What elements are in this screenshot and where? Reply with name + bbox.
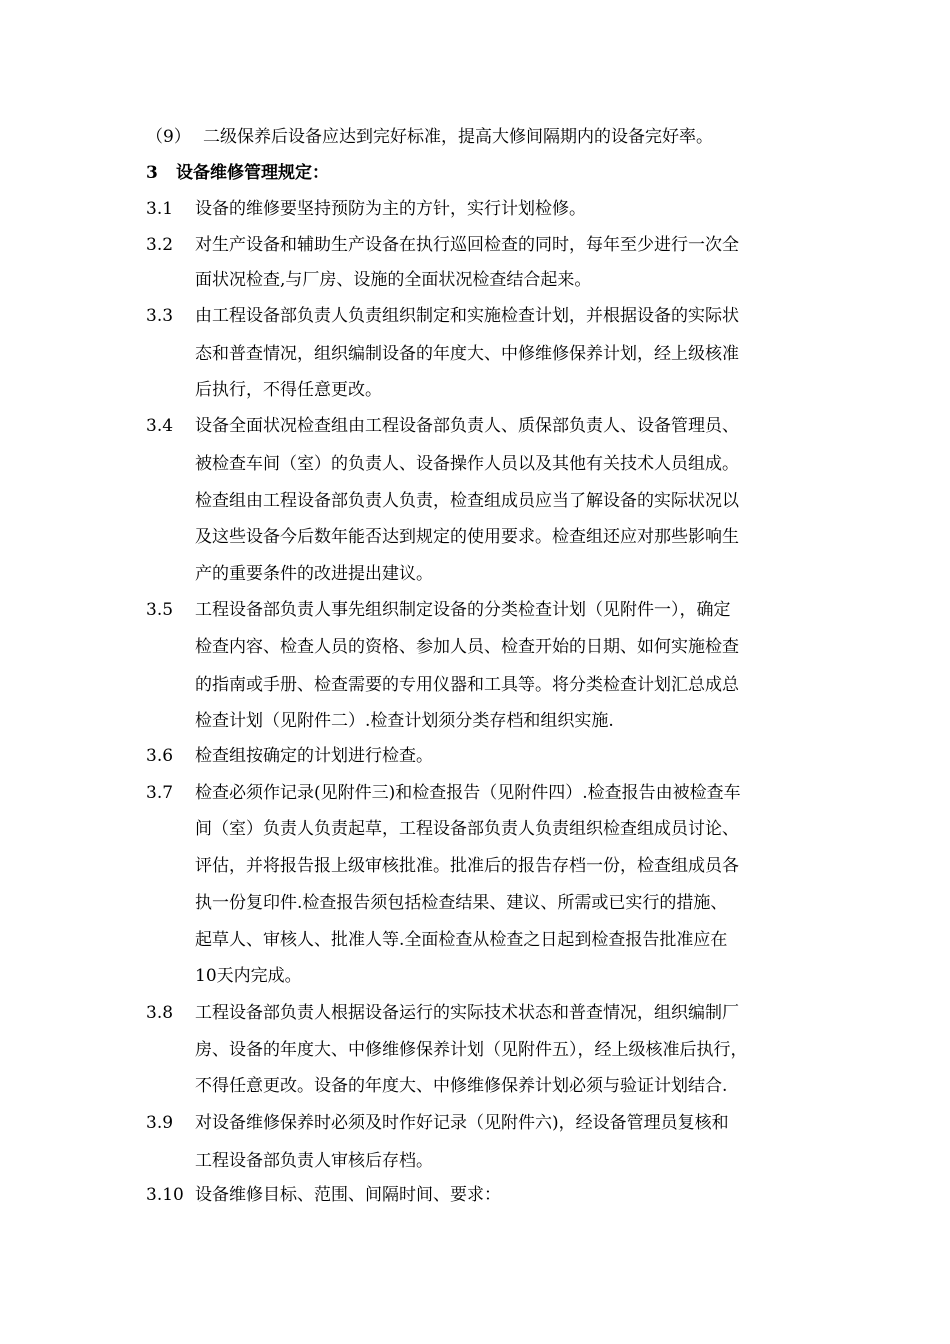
clause-text-line: 不得任意更改。设备的年度大、中修维修保养计划必须与验证计划结合.	[195, 1076, 728, 1096]
clause-text-line: 检查组由工程设备部负责人负责，检查组成员应当了解设备的实际状况以	[195, 491, 739, 511]
section-heading-title: 设备维修管理规定：	[176, 163, 329, 183]
clause-text-line: 间（室）负责人负责起草，工程设备部负责人负责组织检查组成员讨论、	[195, 819, 739, 839]
clause-text-line: 设备的维修要坚持预防为主的方针，实行计划检修。	[195, 199, 586, 219]
clause-number: 3.10	[146, 1185, 184, 1205]
clause-text-line: 执一份复印件.检查报告须包括检查结果、建议、所需或已实行的措施、	[195, 893, 728, 913]
clause-text-line: 10天内完成。	[195, 966, 302, 986]
clause-text-line: 产的重要条件的改进提出建议。	[195, 564, 433, 584]
clause-number: 3.2	[146, 235, 174, 255]
clause-text-line: 对生产设备和辅助生产设备在执行巡回检查的同时，每年至少进行一次全	[195, 235, 739, 255]
clause-text-line: 房、设备的年度大、中修维修保养计划（见附件五），经上级核准后执行，	[195, 1040, 748, 1060]
clause-text-line: 检查组按确定的计划进行检查。	[195, 746, 433, 766]
intro-text: 二级保养后设备应达到完好标准，提高大修间隔期内的设备完好率。	[203, 127, 713, 147]
clause-number: 3.9	[146, 1113, 174, 1133]
clause-text-line: 面状况检查,与厂房、设施的全面状况检查结合起来。	[195, 270, 592, 290]
clause-text-line: 评估，并将报告报上级审核批准。批准后的报告存档一份，检查组成员各	[195, 856, 739, 876]
clause-text-line: 起草人、审核人、批准人等.全面检查从检查之日起到检查报告批准应在	[195, 930, 728, 950]
clause-text-line: 工程设备部负责人根据设备运行的实际技术状态和普查情况，组织编制厂	[195, 1003, 739, 1023]
clause-text-line: 工程设备部负责人审核后存档。	[195, 1151, 433, 1171]
clause-number: 3.5	[146, 600, 174, 620]
clause-text-line: 对设备维修保养时必须及时作好记录（见附件六)，经设备管理员复核和	[195, 1113, 729, 1133]
intro-number: （9）	[146, 127, 191, 147]
clause-text-line: 设备全面状况检查组由工程设备部负责人、质保部负责人、设备管理员、	[195, 416, 739, 436]
section-heading-number: 3	[146, 163, 158, 183]
clause-text-line: 检查内容、检查人员的资格、参加人员、检查开始的日期、如何实施检查	[195, 637, 739, 657]
clause-number: 3.7	[146, 783, 174, 803]
clause-text-line: 工程设备部负责人事先组织制定设备的分类检查计划（见附件一），确定	[195, 600, 731, 620]
clause-number: 3.4	[146, 416, 174, 436]
clause-text-line: 设备维修目标、范围、间隔时间、要求：	[195, 1185, 501, 1205]
clause-text-line: 后执行，不得任意更改。	[195, 380, 382, 400]
clause-text-line: 的指南或手册、检查需要的专用仪器和工具等。将分类检查计划汇总成总	[195, 675, 739, 695]
clause-text-line: 检查计划（见附件二）.检查计划须分类存档和组织实施.	[195, 711, 614, 731]
clause-text-line: 态和普查情况，组织编制设备的年度大、中修维修保养计划，经上级核准	[195, 344, 739, 364]
clause-text-line: 被检查车间（室）的负责人、设备操作人员以及其他有关技术人员组成。	[195, 454, 739, 474]
clause-number: 3.6	[146, 746, 174, 766]
clause-number: 3.1	[146, 199, 174, 219]
clause-number: 3.3	[146, 306, 174, 326]
clause-number: 3.8	[146, 1003, 174, 1023]
clause-text-line: 及这些设备今后数年能否达到规定的使用要求。检查组还应对那些影响生	[195, 527, 739, 547]
clause-text-line: 由工程设备部负责人负责组织制定和实施检查计划，并根据设备的实际状	[195, 306, 739, 326]
clause-text-line: 检查必须作记录(见附件三)和检查报告（见附件四）.检查报告由被检查车	[195, 783, 741, 803]
